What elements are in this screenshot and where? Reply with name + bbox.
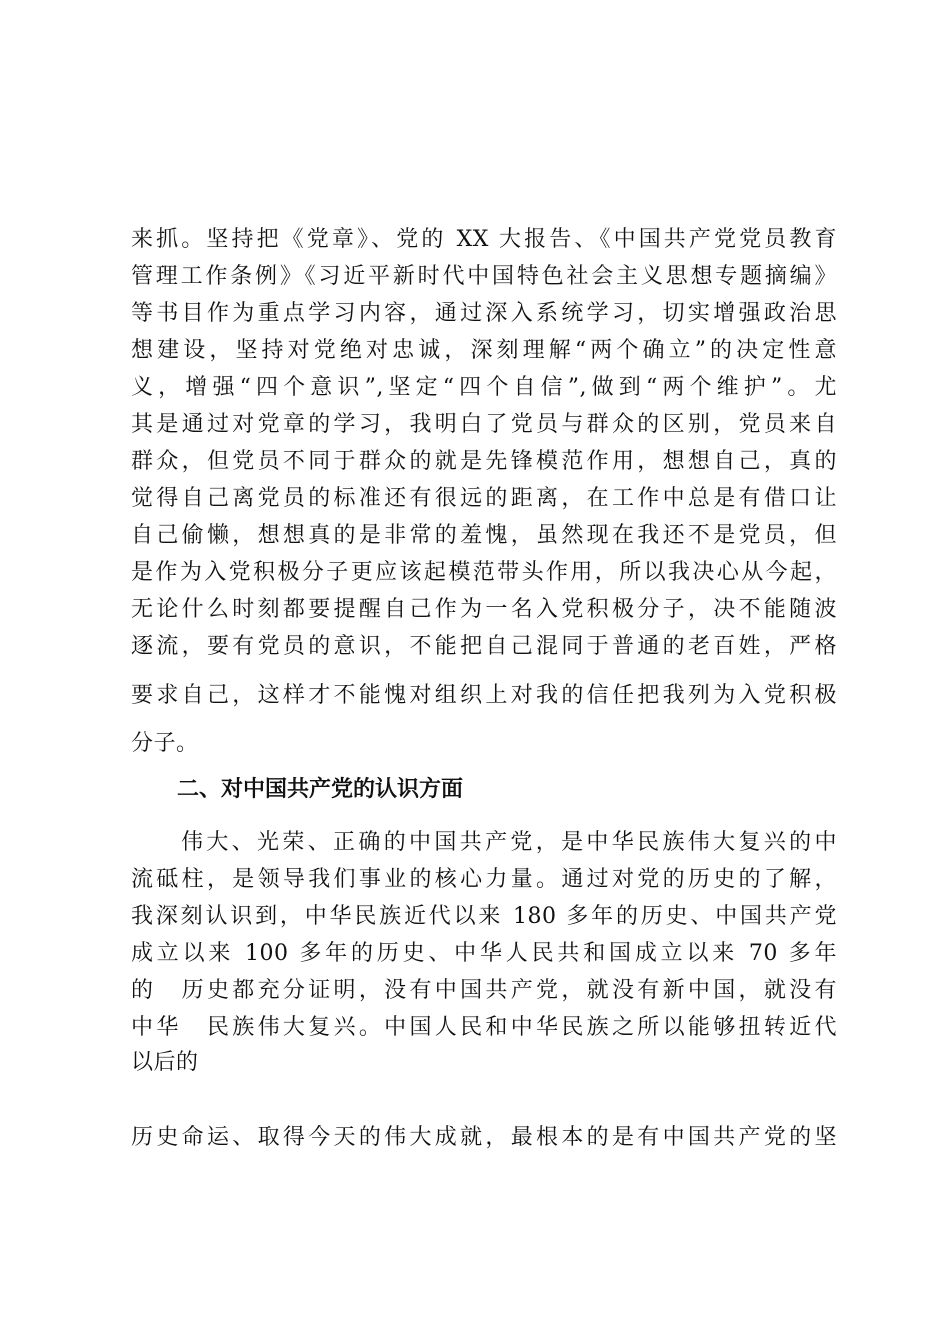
paragraph-line: 逐流，要有党员的意识，不能把自己混同于普通的老百姓，严格 [131,634,837,659]
paragraph-line: 想建设，坚持对党绝对忠诚，深刻理解“两个确立”的决定性意 [131,338,837,363]
paragraph-line: 伟大、光荣、正确的中国共产党，是中华民族伟大复兴的中 [181,830,837,855]
paragraph-line: 要求自己，这样才不能愧对组织上对我的信任把我列为入党积极 [131,683,837,708]
section-heading: 二、对中国共产党的认识方面 [177,777,464,802]
paragraph-line: 群众，但党员不同于群众的就是先锋模范作用，想想自己，真的 [131,449,837,474]
paragraph-line: 分子。 [131,731,199,756]
paragraph-line: 其是通过对党章的学习，我明白了党员与群众的区别，党员来自 [131,412,837,437]
paragraph-line: 等书目作为重点学习内容，通过深入系统学习，切实增强政治思 [131,301,837,326]
paragraph-line: 管理工作条例》《习近平新时代中国特色社会主义思想专题摘编》 [131,264,837,289]
paragraph-line: 历史命运、取得今天的伟大成就，最根本的是有中国共产党的坚 [131,1125,837,1150]
paragraph-line: 的 历史都充分证明，没有中国共产党，就没有新中国，就没有 [131,978,837,1003]
paragraph-line: 无论什么时刻都要提醒自己作为一名入党积极分子，决不能随波 [131,597,837,622]
paragraph-line: 是作为入党积极分子更应该起模范带头作用，所以我决心从今起， [131,560,837,585]
paragraph-line: 中华 民族伟大复兴。中国人民和中华民族之所以能够扭转近代 [131,1015,837,1040]
paragraph-line: 流砥柱，是领导我们事业的核心力量。通过对党的历史的了解， [131,867,837,892]
paragraph-line: 觉得自己离党员的标准还有很远的距离，在工作中总是有借口让 [131,486,837,511]
paragraph-line: 成立以来 100 多年的历史、中华人民共和国成立以来 70 多年 [131,941,837,966]
paragraph-line: 自己偷懒，想想真的是非常的羞愧，虽然现在我还不是党员，但 [131,523,837,548]
paragraph-line: 义，增强“四个意识”,坚定“四个自信”,做到“两个维护”。尤 [131,375,837,400]
paragraph-line: 以后的 [131,1050,199,1075]
paragraph-line: 来抓。坚持把《党章》、党的 XX 大报告、《中国共产党党员教育 [131,227,837,252]
paragraph-line: 我深刻认识到，中华民族近代以来 180 多年的历史、中国共产党 [131,904,837,929]
